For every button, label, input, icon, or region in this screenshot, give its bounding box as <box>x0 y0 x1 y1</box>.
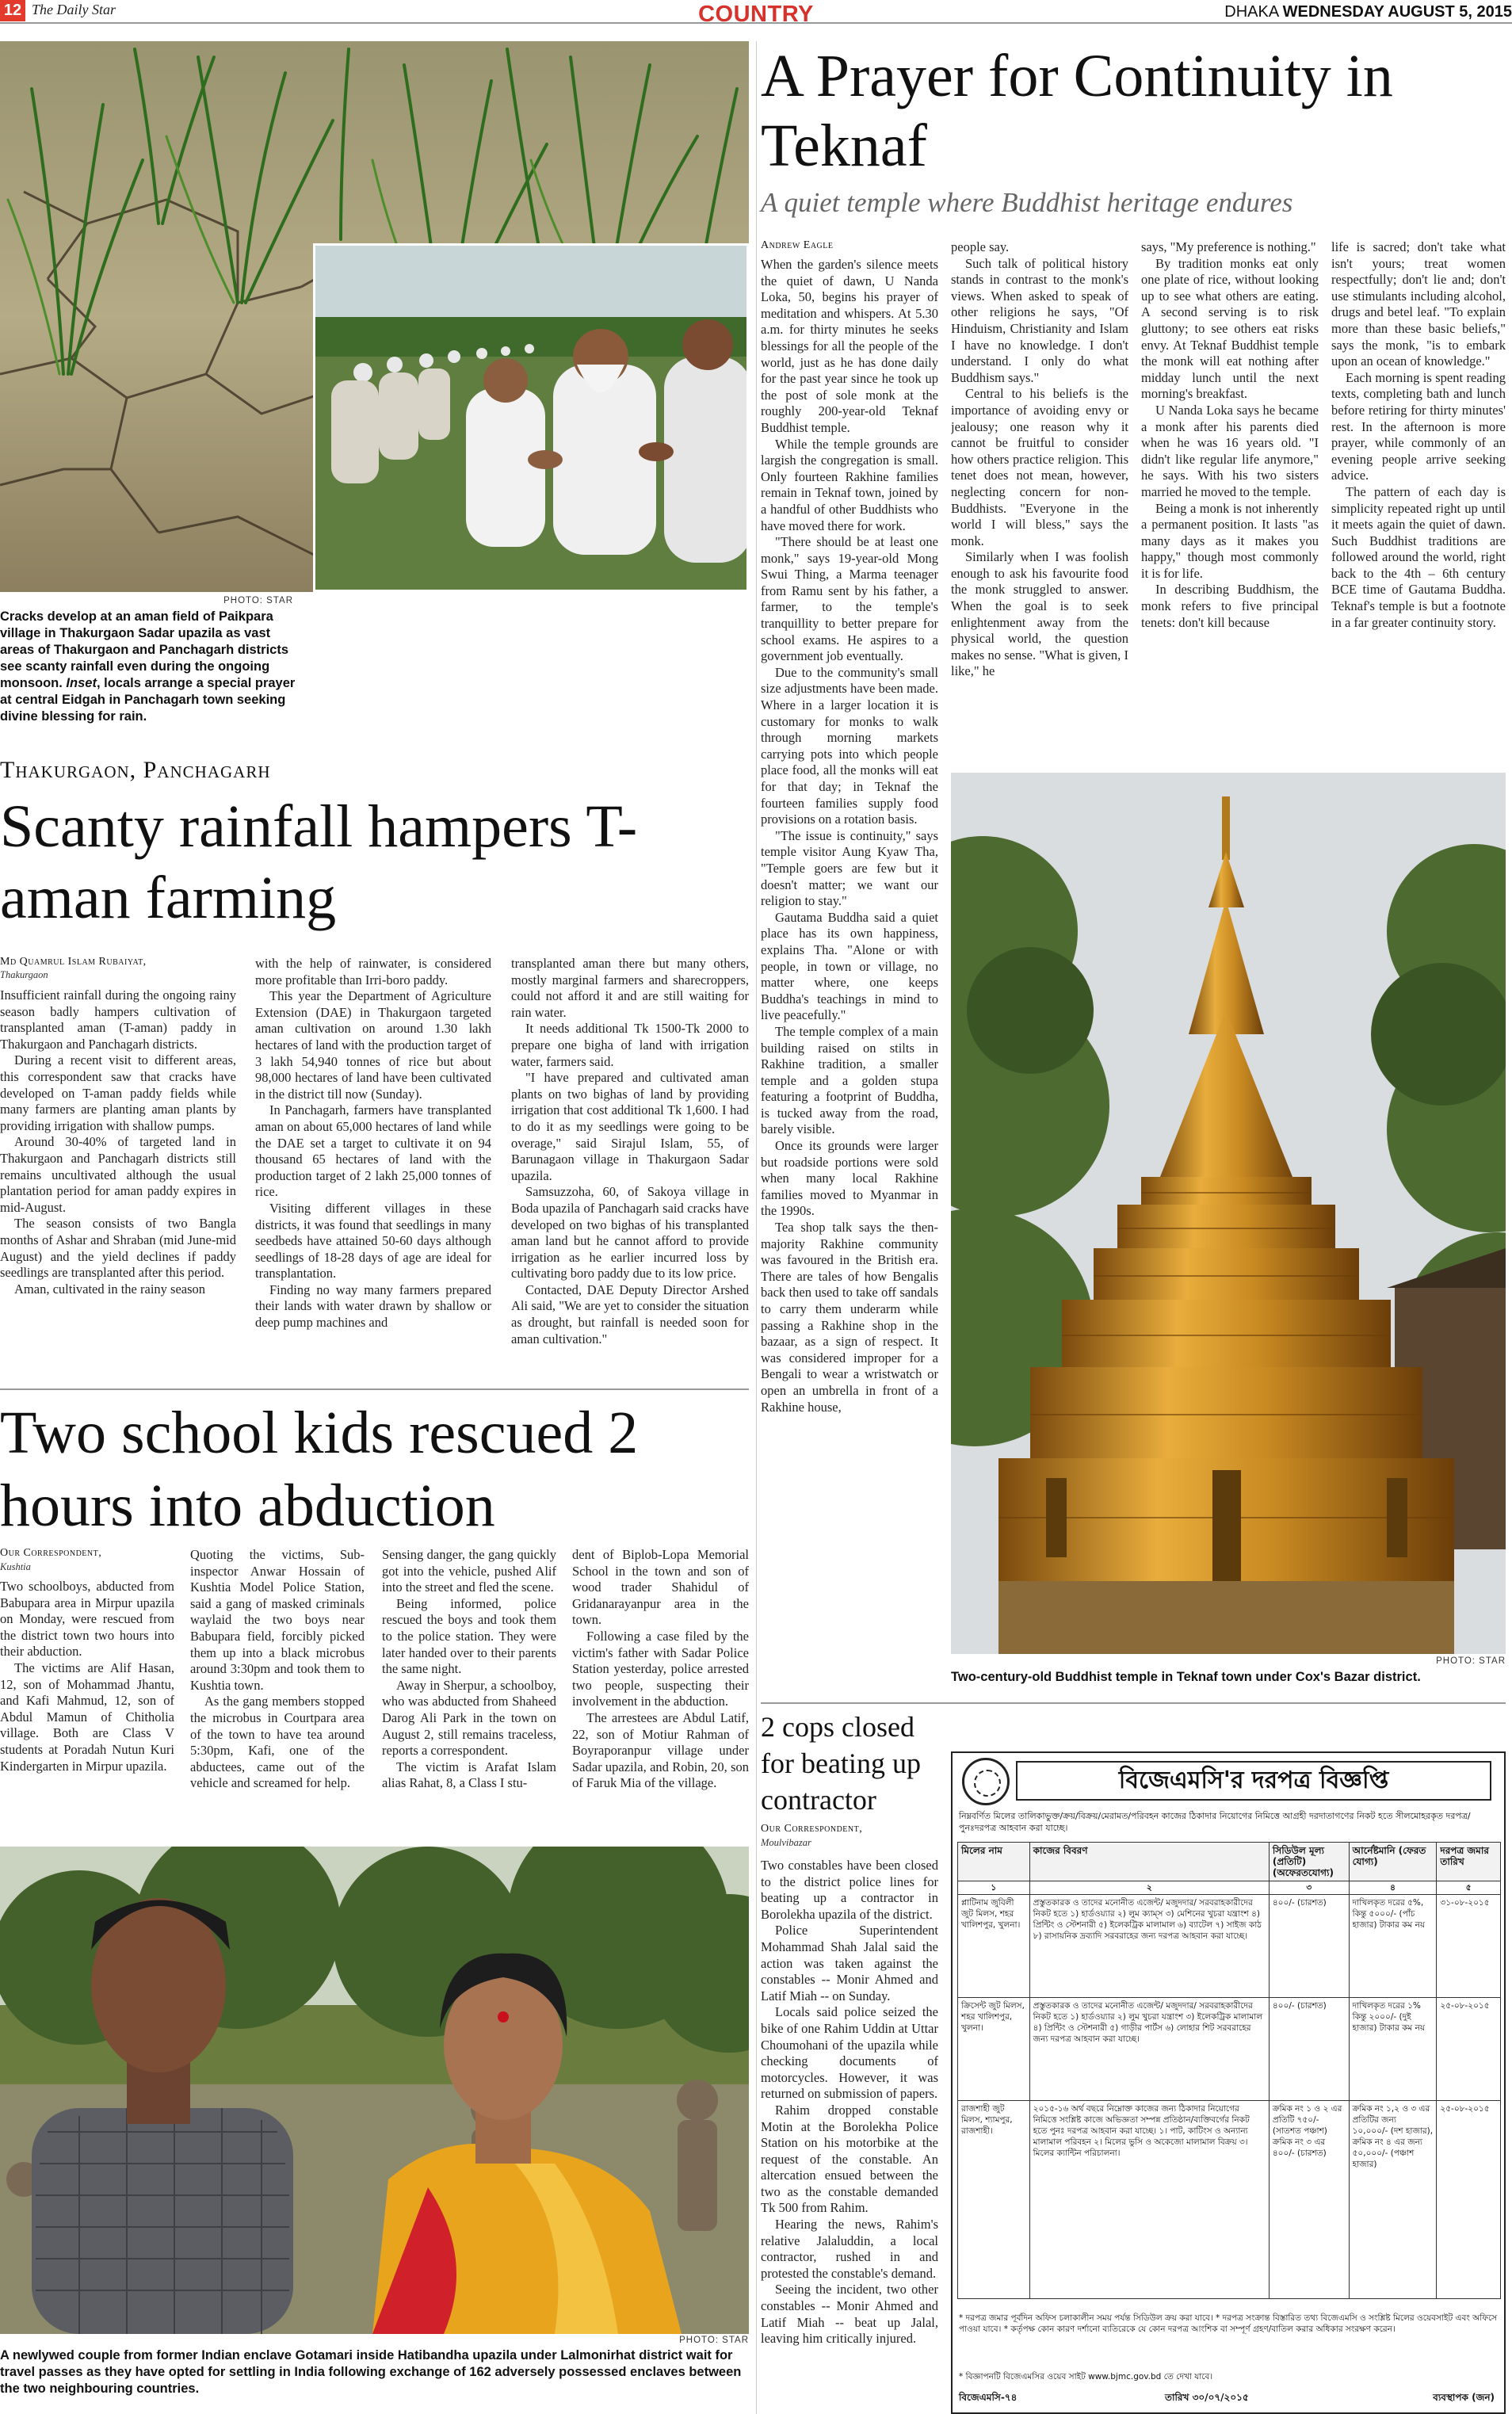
tender-title: বিজেএমসি'র দরপত্র বিজ্ঞপ্তি <box>1016 1761 1491 1801</box>
tender-col-schedule: সিডিউল মূল্য (প্রতিটি) (অফেরতযোগ্য) <box>1269 1843 1349 1881</box>
couple-illustration <box>0 1847 749 2334</box>
rain-c3-p0: transplanted aman there but many others, mostly marginal farmers and sharecroppers, could not afford it and are still waiting for rain water. <box>511 956 749 1020</box>
cops-headline: 2 cops closed for beating up contractor <box>761 1711 921 1816</box>
tender-header-row <box>958 1843 1501 1881</box>
rain-c1-p4: Aman, cultivated in the rainy season <box>14 1281 206 1297</box>
tender-number-row <box>958 1881 1501 1895</box>
tender-work: প্রস্তুতকারক ও তাদের মনোনীত এজেন্ট/ মজুদদার/ সরবরাহকারীদের নিকট হতে ১) হার্ডওয়্যার ২) লুম ক্যাম্স ৩) মেশিনের খুচরা যন্ত্রাংশ ৪) প্রিন্টিং ও স্টেশনারী ৫) ইলেকট্রিক মালামাল ৬) ব্যাটেল ৭) সাইজ কাঠ ৮) রাসায়নিক দ্রব্যাদি সরবরাহের জন্য দরপত্র আহবান করা যাচ্ছে। <box>1029 1895 1269 1998</box>
rain-c2-p4: Finding no way many farmers prepared their lands with water drawn by shallow or deep pump machines and <box>255 1281 491 1331</box>
tender-mill: রাজশাহী জুট মিলস, শ্যামপুর, রাজশাহী। <box>958 2101 1030 2299</box>
cops-byline-place: Moulvibazar <box>761 1837 811 1848</box>
tender-date: ২৫-০৮-২০১৫ <box>1437 1998 1501 2101</box>
kids-col-2 <box>190 1547 365 1840</box>
kids-c1-p1: The victims are Alif Hasan, 12, son of Mohammad Jhantu, and Kafi Mahmud, 12, son of Abdul Mamun of Chitholia village. Both are Class V students at Poradah Nutun Kuri Kindergarten in Mirpur upazila. <box>0 1660 174 1774</box>
table-row <box>958 2101 1501 2299</box>
kids-c4-p1: Following a case filed by the victim's father with Sadar Police Station yesterday, police arrested two people, suspecting their involvement in the abduction. <box>572 1628 749 1709</box>
rain-c1-p0: Insufficient rainfall during the ongoing rainy season badly hampers cultivation of transplanted aman (T-aman) paddy in Thakurgaon and Panchagarh districts. <box>0 987 236 1052</box>
rain-c1-p3: The season consists of two Bangla months of Ashar and Shraban (mid June-mid August) and the yield declines if paddy seedlings are transplanted after this period. <box>0 1216 236 1281</box>
temple-headline: A Prayer for Continuity in Teknaf <box>761 43 1393 179</box>
temple-c1-p8: Tea shop talk says the then-majority Rakhine community was favoured in the British era. There are tales of how Bengalis back then used to take off sandals to carry them underarm while passing a Rakhine shop in the bazaar, as a sign of respect. It was considered improper for a Bengali to wear a wristwatch or open an umbrella in front of a Rakhine house, <box>761 1220 938 1415</box>
temple-c3-p1: By tradition monks eat only one plate of rice, without looking up to see what others are eating. A second serving is to risk gluttony; to see others eat risks envy. At Teknaf Buddhist temple the monk will eat nothing after midday lunch until the next morning's breakfast. <box>1141 255 1319 402</box>
cracked-field-photo <box>0 41 749 592</box>
temple-c2-p0: people say. <box>951 239 1010 254</box>
cops-p0: Two constables have been closed to the district police lines for beating up a contractor in Borolekha upazila of the district. <box>761 1858 938 1922</box>
golden-stupa-illustration <box>951 773 1506 1654</box>
inset-prayer-photo <box>313 243 749 592</box>
dateline-city: DHAKA <box>1224 3 1279 21</box>
temple-col-2 <box>951 239 1128 762</box>
temple-c1-p5: Gautama Buddha said a quiet place has its own happiness, explains Tha. "Alone or with people, in town or village, no matter where, one keeps Buddha's teachings in mind to live peacefully." <box>761 909 938 1023</box>
tender-col-earnest: আর্নেষ্টমানি (ফেরত যোগ্য) <box>1349 1843 1437 1881</box>
temple-c3-p2: U Nanda Loka says he became a monk after his parents died when he was 16 years old. "I didn't like regular life anymore," he says. With his two sisters married he moved to the temple. <box>1141 402 1319 499</box>
kids-c2-p1: As the gang members stopped the microbus in Courtpara area of the town to have tea around 5:30pm, Kafi, one of the abductees, came out of the vehicle and screamed for help. <box>190 1694 365 1791</box>
temple-bottom-rule <box>761 1702 1506 1704</box>
rain-col-2 <box>255 956 491 1384</box>
rain-caption-inset: Inset <box>66 676 97 690</box>
rain-byline: Md Quamrul Islam Rubaiyat, <box>0 956 147 968</box>
tender-num-3: ৩ <box>1269 1881 1349 1895</box>
section-name: COUNTRY <box>698 2 814 27</box>
rain-c3-p3: Samsuzzoha, 60, of Sakoya village in Boda upazila of Panchagarh said cracks have developed on two bighas of his transplanted aman land but he cannot afford to provide irrigation as he earlier incurred loss by cultivating boro paddy due to its low price. <box>511 1184 749 1281</box>
dateline <box>1224 3 1512 21</box>
bjmc-logo-icon <box>962 1758 1010 1805</box>
temple-c2-p2: Central to his beliefs is the importance of avoiding envy or jealousy; one reason why it cannot be fruitful to consider how others practice religion. This tenet does not mean, however, neglecting concern for non-Buddhists. "Everyone in the world I will bless," says the monk. <box>951 386 1128 548</box>
tender-date: ২৫-০৮-২০১৫ <box>1437 2101 1501 2299</box>
temple-c4-p1: Each morning is spent reading texts, completing bath and lunch before retiring for thirty minutes' rest. In the afternoon is more prayer, while commonly of an evening people arrive seeking advice. <box>1331 369 1506 483</box>
temple-c3-p4: In describing Buddhism, the monk refers to five principal tenets: don't kill because <box>1141 582 1319 630</box>
couple-photo-caption: A newlywed couple from former Indian enclave Gotamari inside Hatibandha upazila under Lalmonirhat district wait for travel passes as they have opted for settling in India following exchange of 162 adversely possessed enclaves between the two neighbouring countries. <box>0 2348 742 2396</box>
page-column-rule <box>756 41 757 2414</box>
couple-photo <box>0 1847 749 2334</box>
temple-c3-p0: says, "My preference is nothing." <box>1141 239 1316 254</box>
page-header <box>0 0 1512 27</box>
tender-intro: নিম্নবর্ণিত মিলের তালিকাভুক্ত/ক্রয়/বিক্রয়/মেরামত/পরিবহন কাজের ঠিকাদার নিয়োগের নিমিত্তে আগ্রহী দরদাতাগণের নিকট হতে সীলমোহরকৃত দরপত্র/পুনঃদরপত্র আহবান করা যাচ্ছে। <box>959 1811 1471 1833</box>
temple-subhead: A quiet temple where Buddhist heritage endures <box>761 187 1293 218</box>
prayer-crowd-illustration <box>315 246 749 592</box>
rain-caption-b: , locals arrange a special prayer at central Eidgah in Panchagarh town seeking divine blessing for rain. <box>0 676 296 724</box>
cops-p4: Hearing the news, Rahim's relative Jalaluddin, a local contractor, rushed in and protested the constable's demand. <box>761 2217 938 2281</box>
cops-p5: Seeing the incident, two other constables -- Monir Ahmed and Latif Miah -- beat up Jalal, leaving him critically injured. <box>761 2282 938 2347</box>
tender-table <box>957 1842 1501 2299</box>
temple-photo <box>951 773 1506 1654</box>
rain-headline: Scanty rainfall hampers T-aman farming <box>0 793 638 931</box>
temple-c1-p3: Due to the community's small size adjustments have been made. Where in a larger location it is customary for monks to walk through morning markets carrying pots into which people place food, all the monks will eat for that day; in Teknaf the fourteen families supply food provisions on a rotation basis. <box>761 664 938 827</box>
tender-work: প্রস্তুতকারক ও তাদের মনোনীত এজেন্ট/ মজুদদার/ সরবরাহকারীদের নিকট হতে ১) হার্ডওয়্যার ২) লুম খুচরা যন্ত্রাংশ ৩) ইলেকট্রিক মালামাল ৪) প্রিন্টিং ও স্টেশনারী ৫) গাড়ীর পার্টস ৬) লোহার শিট সরবরাহের জন্য দরপত্র আহবান করা যাচ্ছে। <box>1029 1998 1269 2101</box>
tender-date: ৩১-০৮-২০১৫ <box>1437 1895 1501 1998</box>
temple-photo-caption: Two-century-old Buddhist temple in Teknaf town under Cox's Bazar district. <box>951 1670 1421 1684</box>
temple-c1-p2: "There should be at least one monk," says 19-year-old Mong Swui Thing, a Marma teenager from Ramu sent by his father, a farmer, to the temple's tranquillity to better prepare for school exams. He aspires to a government job eventually. <box>761 534 938 664</box>
tender-num-2: ২ <box>1029 1881 1269 1895</box>
table-row <box>958 1895 1501 1998</box>
kids-col-3 <box>382 1547 556 1840</box>
dateline-date: WEDNESDAY AUGUST 5, 2015 <box>1282 3 1512 21</box>
table-row <box>958 1998 1501 2101</box>
temple-c2-p3: Similarly when I was foolish enough to ask his favourite food the monk struggled to answer. When the goal is to seek enlightenment away from the physical world, the question makes no sense. "What is given, I like," he <box>951 549 1128 679</box>
tender-col-mill: মিলের নাম <box>958 1843 1030 1881</box>
kids-c3-p1: Being informed, police rescued the boys and took them to the police station. They were later handed over to their parents the same night. <box>382 1595 556 1677</box>
rain-kicker: Thakurgaon, Panchagarh <box>0 757 271 783</box>
rain-c2-p3: Visiting different villages in these districts, it was found that seedlings in many seedbeds have attained 50-60 days although seedlings of 18-28 days of age are ideal for transplantation. <box>255 1200 491 1281</box>
rain-byline-place: Thakurgaon <box>0 969 48 980</box>
kids-col-1 <box>0 1579 174 1840</box>
temple-c1-p1: While the temple grounds are largish the congregation is small. Only fourteen Rakhine families remain in Teknaf town, joined by a handful of other Buddhists who have moved there for work. <box>761 436 938 533</box>
tender-schedule: ৪০০/- (চারশত) <box>1269 1895 1349 1998</box>
cops-p3: Rahim dropped constable Motin at the Borolekha Police Station on his motorbike at the request of the constable. An altercation ensued between the two as the constable demanded Tk 500 from Rahim. <box>761 2102 938 2216</box>
kids-c4-p2: The arrestees are Abdul Latif, 22, son of Motiur Rahman of Boyraporanpur village under Sadar upazila, and Robin, 20, son of Faruk Mia of the village. <box>572 1709 749 1791</box>
rain-c3-p1: It needs additional Tk 1500-Tk 2000 to prepare one bigha of land with irrigation water, farmers said. <box>511 1021 749 1069</box>
temple-c1-p4: "The issue is continuity," says temple visitor Aung Kyaw Tha, "Temple goers are few but it doesn't matter; we want our religion to stay." <box>761 827 938 909</box>
kids-c4-p0: dent of Biplob-Lopa Memorial School in the town and son of wood trader Shahidul of Gridanarayanpur area in the town. <box>572 1547 749 1628</box>
kids-c3-p3: The victim is Arafat Islam alias Rahat, 8, a Class I stu- <box>382 1759 556 1791</box>
tender-earnest: দাখিলকৃত দরের ১% কিন্তু ২০০০/- (দুই হাজার) টাকার কম নয় <box>1349 1998 1437 2101</box>
temple-photo-credit: PHOTO: STAR <box>1436 1656 1506 1666</box>
kids-c3-p0: Sensing danger, the gang quickly got into the vehicle, pushed Alif into the street and fled the scene. <box>382 1547 556 1595</box>
tender-num-1: ১ <box>958 1881 1030 1895</box>
temple-c1-p7: Once its grounds were larger but roadside portions were sold when many local Rakhine families moved to Myanmar in the 1990s. <box>761 1138 938 1219</box>
temple-c4-p0: life is sacred; don't take what isn't yours; treat women respectfully; don't lie and; don't use stimulants including alcohol, drugs and betel leaf. "To explain more than these basic beliefs," says the monk, "is to embark upon an ocean of knowledge." <box>1331 239 1506 369</box>
tender-earnest: দাখিলকৃত দরের ৫%, কিন্তু ৫০০০/- (পাঁচ হাজার) টাকার কম নয় <box>1349 1895 1437 1998</box>
temple-c1-p6: The temple complex of a main building raised on stilts in Rakhine tradition, a smaller temple and a golden stupa featuring a footprint of Buddha, is tucked away from the road, barely visible. <box>761 1023 938 1137</box>
rain-c3-p2: "I have prepared and cultivated aman plants on two bighas of land by providing irrigation that cost additional Tk 1,600. I had to do it as my seedlings were going to be overage," said Sirajul Islam, 55, of Barunagaon village in Thakurgaon Sadar upazila. <box>511 1070 749 1183</box>
tender-num-5: ৫ <box>1437 1881 1501 1895</box>
tender-mill: ক্রিসেন্ট জুট মিলস, শহর খালিশপুর, খুলনা। <box>958 1998 1030 2101</box>
temple-col-3 <box>1141 239 1319 762</box>
tender-num-4: ৪ <box>1349 1881 1437 1895</box>
temple-col-1 <box>761 257 938 1731</box>
cops-p1: Police Superintendent Mohammad Shah Jalal said the action was taken against the constables -- Monir Ahmed and Latif Miah -- on Sunday. <box>761 1923 938 2003</box>
temple-c2-p1: Such talk of political history stands in contrast to the monk's views. When asked to speak of other religions he says, "Of Hinduism, Christianity and Islam I have no knowledge. I don't understand. I only do what Buddhism says." <box>951 255 1128 385</box>
rain-bottom-rule <box>0 1388 749 1390</box>
tender-work: ২০১৫-১৬ অর্থ বছরে নিম্নোক্ত কাজের জন্য ঠিকাদার নিয়োগের নিমিত্তে সংশ্লিষ্ট কাজে অভিজ্ঞতা সম্পন্ন প্রতিষ্ঠান/ব্যক্তিবর্গের নিকট হতে পুনঃ দরপত্র আহবান করা যাচ্ছে। ১। পাট, কাটিংস ও অন্যান্য মালামাল পরিবহন ২। মিলের ভুসি ও অকেজো মালামাল বিক্রয় ৩। মিলের ক্যান্টিন পরিচালনা। <box>1029 2101 1269 2299</box>
tender-footer <box>959 2392 1501 2403</box>
rain-c2-p0: with the help of rainwater, is considered more profitable than Irri-boro paddy. <box>255 956 491 987</box>
rain-c2-p1: This year the Department of Agriculture Extension (DAE) in Thakurgaon targeted aman cultivation on around 1.30 lakh hectares of land with the production target of 3 lakh 54,940 tonnes of rice but about 98,000 hectares of land have been cultivated in the district till now (Sunday). <box>255 988 491 1102</box>
kids-byline: Our Correspondent, <box>0 1547 102 1559</box>
kids-headline: Two school kids rescued 2 hours into abduction <box>0 1400 639 1539</box>
kids-c2-p0: Quoting the victims, Sub-inspector Anwar Hossain of Kushtia Model Police Station, said a gang of masked criminals waylaid the two boys near Babupara field, forcibly picked them up into a black microbus around 3:30pm and took them to Kushtia town. <box>190 1547 365 1693</box>
tender-ref-date: তারিখ ৩০/০৭/২০১৫ <box>1165 2392 1249 2403</box>
temple-c3-p3: Being a monk is not inherently a permanent position. It lasts "as many days as it makes you happy," though most commonly it is for life. <box>1141 500 1319 581</box>
cops-col <box>761 1858 938 2414</box>
kids-byline-place: Kushtia <box>0 1561 31 1572</box>
rain-col-3 <box>511 956 749 1384</box>
rain-caption-a: Cracks develop at an aman field of Paikpara village in Thakurgaon Sadar upazila as vast areas of Thakurgaon and Panchagarh districts see scanty rainfall even during the ongoing monsoon. <box>0 609 289 690</box>
rain-c3-p4: Contacted, DAE Deputy Director Arshed Ali said, "We are yet to consider the situation as drought, but rainfall is needed soon for aman cultivation." <box>511 1281 749 1346</box>
rain-photo-caption <box>0 609 305 725</box>
temple-c1-p0: When the garden's silence meets the quiet of dawn, U Nanda Loka, 50, begins his prayer of meditation and whispers. At 5.30 a.m. for thirty minutes he seeks blessings for all the people of the world, just as he has done daily for the past year since he took up the post of sole monk at the roughly 200-year-old Teknaf Buddhist temple. <box>761 257 938 435</box>
rain-col-1 <box>0 987 236 1384</box>
page-number: 12 <box>0 0 25 21</box>
rain-c1-p2: Around 30-40% of targeted land in Thakurgaon and Panchagarh districts still remains uncultivated although the usual plantation period for aman paddy expires in mid-August. <box>0 1134 236 1215</box>
tender-notice <box>951 1751 1506 2414</box>
cops-p2: Locals said police seized the bike of one Rahim Uddin at Uttar Choumohani of the upazila while checking documents of motorcycles. However, it was returned on submission of papers. <box>761 2004 938 2102</box>
rain-c2-p2: In Panchagarh, farmers have transplanted aman on about 65,000 hectares of land while the DAE set a target to cultivate it on 94 thousand 65 hectares of land with the production target of 2 lakh 25,000 tonnes of rice. <box>255 1102 491 1200</box>
kids-c3-p2: Away in Sherpur, a schoolboy, who was abducted from Shaheed Darog Ali Park in the town on August 2, still remains traceless, reports a correspondent. <box>382 1677 556 1759</box>
tender-earnest: ক্রমিক নং ১,২ ও ৩ এর প্রতিটির জন্য ১০,০০০/- (দশ হাজার), ক্রমিক নং ৪ এর জন্য ৫০,০০০/- (পঞ্চাশ হাজার) <box>1349 2101 1437 2299</box>
tender-notes: * দরপত্র জমার পূর্বদিন অফিস চলাকালীন সময় পর্যন্ত সিডিউল ক্রয় করা যাবে। * দরপত্র সংক্রান্ত বিস্তারিত তথ্য বিজেএমসি ও সংশ্লিষ্ট মিলের ওয়েবসাইট এবং অফিসে পাওয়া যাবে। * কর্তৃপক্ষ কোন কারণ দর্শানো ব্যতিরেকে যে কোন দরপত্র আংশিক বা সম্পূর্ণ গ্রহণ/বাতিল করার অধিকার সংরক্ষণ করেন। <box>959 2313 1498 2334</box>
tender-mill: প্লাটিনাম জুবিলী জুট মিলস, শহর খালিশপুর, খুলনা। <box>958 1895 1030 1998</box>
tender-schedule: ৪০০/- (চারশত) <box>1269 1998 1349 2101</box>
tender-ref: বিজেএমসি-৭৪ <box>959 2392 1018 2403</box>
tender-col-date: দরপত্র জমার তারিখ <box>1437 1843 1501 1881</box>
cops-byline: Our Correspondent, <box>761 1823 863 1835</box>
temple-byline: Andrew Eagle <box>761 239 834 251</box>
temple-col-4 <box>1331 239 1506 762</box>
tender-signatory: ব্যবস্থাপক (জন) <box>1433 2392 1495 2403</box>
kids-c1-p0: Two schoolboys, abducted from Babupara area in Mirpur upazila on Monday, were rescued from the district town two hours into their abduction. <box>0 1579 174 1660</box>
couple-photo-credit: PHOTO: STAR <box>679 2336 749 2345</box>
tender-schedule: ক্রমিক নং ১ ও ২ এর প্রতিটি ৭৫০/- (সাতশত পঞ্চাশ) ক্রমিক নং ৩ এর ৪০০/- (চারশত) <box>1269 2101 1349 2299</box>
paper-name: The Daily Star <box>32 2 116 17</box>
rain-photo-credit: PHOTO: STAR <box>223 596 293 605</box>
kids-col-4 <box>572 1547 749 1840</box>
tender-col-work: কাজের বিবরণ <box>1029 1843 1269 1881</box>
temple-c4-p2: The pattern of each day is simplicity repeated right up until it meets again the quiet of dawn. Such Buddhist traditions are followed around the world, right back to the 4th – 6th century BCE time of Gautama Buddha. Teknaf's temple is but a footnote in a far greater continuity story. <box>1331 483 1506 630</box>
tender-website-note: * বিজ্ঞাপনটি বিজেএমসির ওয়েব সাইট www.bjmc.gov.bd তে দেখা যাবে। <box>959 2372 1213 2382</box>
rain-c1-p1: During a recent visit to different areas, this correspondent saw that cracks have developed on T-aman paddy fields while many farmers are planting aman plants by providing irrigation with shallow pumps. <box>0 1052 236 1133</box>
